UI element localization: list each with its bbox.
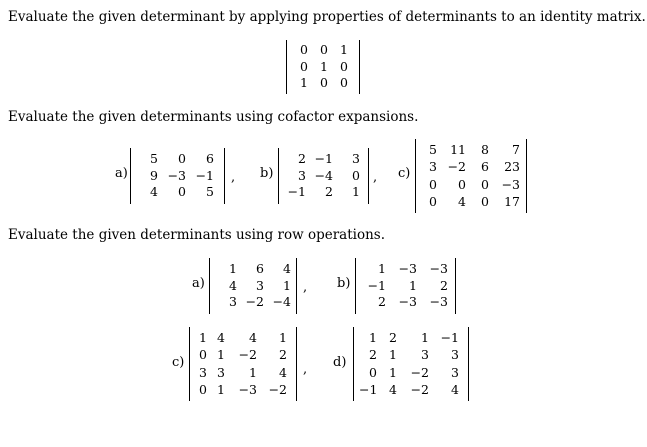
matrix-entry: −1 [287,184,306,200]
matrix-entry: 3 [256,277,264,293]
matrix-entry: −3 [398,294,417,310]
matrix-entry: 5 [429,141,437,157]
matrix-entry: 1 [217,382,225,397]
matrix-entry: −2 [410,364,429,380]
row-ops-a-label: a) [192,276,205,291]
matrix-entry: −1 [314,151,333,167]
matrix-entry: 1 [352,184,360,200]
matrix-entry: 0 [429,176,437,192]
matrix-entry: 4 [279,364,287,380]
matrix-entry: 0 [199,382,207,397]
matrix-entry: 3 [229,294,237,310]
matrix-entry: 4 [389,382,397,397]
matrix-entry: 0 [429,194,437,209]
matrix-entry: 3 [352,151,360,167]
matrix-entry: 1 [279,329,287,345]
row-ops-d-determinant [353,327,469,401]
matrix-entry: 4 [458,194,466,209]
matrix-entry: 4 [249,329,257,345]
matrix-entry: 0 [481,176,489,192]
cofactor-c-determinant [415,139,527,213]
matrix-entry: 1 [389,364,397,380]
matrix-entry: 0 [320,42,328,58]
matrix-entry: 1 [283,277,291,293]
matrix-entry: 1 [300,75,308,91]
matrix-entry: 1 [409,277,417,293]
matrix-entry: 0 [458,176,466,192]
matrix-entry: −3 [167,167,186,183]
matrix-entry: 5 [150,151,158,167]
matrix-entry: −1 [440,329,459,345]
matrix-entry: −2 [447,159,466,174]
matrix-entry: 2 [279,347,287,362]
row-ops-prompt: Evaluate the given determinants using row operations. [8,227,385,243]
matrix-entry: −2 [410,382,429,397]
matrix-entry: 2 [440,277,448,293]
matrix-entry: 0 [300,58,308,74]
matrix-entry: −1 [359,382,378,397]
row-ops-d-label: d) [333,355,347,370]
matrix-entry: 3 [429,159,437,174]
matrix-entry: 1 [369,329,377,345]
matrix-entry: 0 [300,42,308,58]
matrix-entry: 3 [451,347,459,362]
matrix-entry: −4 [314,167,333,183]
matrix-entry: 4 [283,261,291,277]
cofactor-b-determinant [278,148,369,204]
row-ops-b-label: b) [337,276,351,291]
matrix-entry: 11 [450,141,466,157]
matrix-entry: 3 [421,347,429,362]
matrix-entry: −1 [195,167,214,183]
matrix-entry: −2 [245,294,264,310]
matrix-entry: 1 [229,261,237,277]
matrix-entry: 0 [199,347,207,362]
matrix-entry: 2 [325,184,333,200]
matrix-entry: 4 [217,329,225,345]
matrix-entry: 2 [389,329,397,345]
matrix-entry: 1 [421,329,429,345]
matrix-entry: −3 [429,294,448,310]
matrix-entry: 17 [504,194,520,209]
matrix-entry: −3 [429,261,448,277]
row-ops-a-determinant [209,258,297,314]
matrix-entry: 0 [340,58,348,74]
matrix-entry: 6 [481,159,489,174]
matrix-entry: 8 [481,141,489,157]
matrix-entry: 2 [298,151,306,167]
separator-comma: , [231,170,236,185]
matrix-entry: 1 [199,329,207,345]
matrix-entry: 3 [217,364,225,380]
identity-prompt: Evaluate the given determinant by applying properties of determinants to an identity matrix. [8,9,646,25]
row-ops-b-determinant [355,258,456,314]
matrix-entry: 6 [256,261,264,277]
matrix-entry: 0 [320,75,328,91]
matrix-entry: 4 [229,277,237,293]
matrix-entry: 5 [206,184,214,200]
matrix-entry: 0 [352,167,360,183]
matrix-entry: 7 [512,141,520,157]
cofactor-a-label: a) [115,166,128,181]
matrix-entry: 23 [504,159,520,174]
matrix-entry: 1 [389,347,397,362]
matrix-entry: 1 [217,347,225,362]
row-ops-c-label: c) [172,355,185,370]
cofactor-c-label: c) [398,166,411,181]
matrix-entry: 2 [378,294,386,310]
matrix-entry: 0 [481,194,489,209]
matrix-entry: 4 [451,382,459,397]
cofactor-b-label: b) [260,166,274,181]
identity-determinant [286,40,360,94]
matrix-entry: 1 [340,42,348,58]
separator-comma: , [303,362,308,377]
matrix-entry: −3 [398,261,417,277]
matrix-entry: 3 [451,364,459,380]
matrix-entry: 9 [150,167,158,183]
matrix-entry: −3 [238,382,257,397]
matrix-entry: 6 [206,151,214,167]
matrix-entry: −4 [272,294,291,310]
matrix-entry: 0 [369,364,377,380]
matrix-entry: −2 [238,347,257,362]
matrix-entry: 1 [320,58,328,74]
matrix-entry: 2 [369,347,377,362]
matrix-entry: −3 [501,176,520,192]
matrix-entry: −1 [367,277,386,293]
matrix-entry: −2 [268,382,287,397]
cofactor-a-determinant [130,148,225,204]
matrix-entry: 1 [378,261,386,277]
cofactor-prompt: Evaluate the given determinants using cofactor expansions. [8,109,419,125]
separator-comma: , [373,170,378,185]
matrix-entry: 3 [199,364,207,380]
matrix-entry: 0 [340,75,348,91]
matrix-entry: 4 [150,184,158,200]
matrix-entry: 3 [298,167,306,183]
matrix-entry: 0 [178,184,186,200]
matrix-entry: 1 [249,364,257,380]
row-ops-c-determinant [189,327,297,401]
matrix-entry: 0 [178,151,186,167]
separator-comma: , [303,280,308,295]
